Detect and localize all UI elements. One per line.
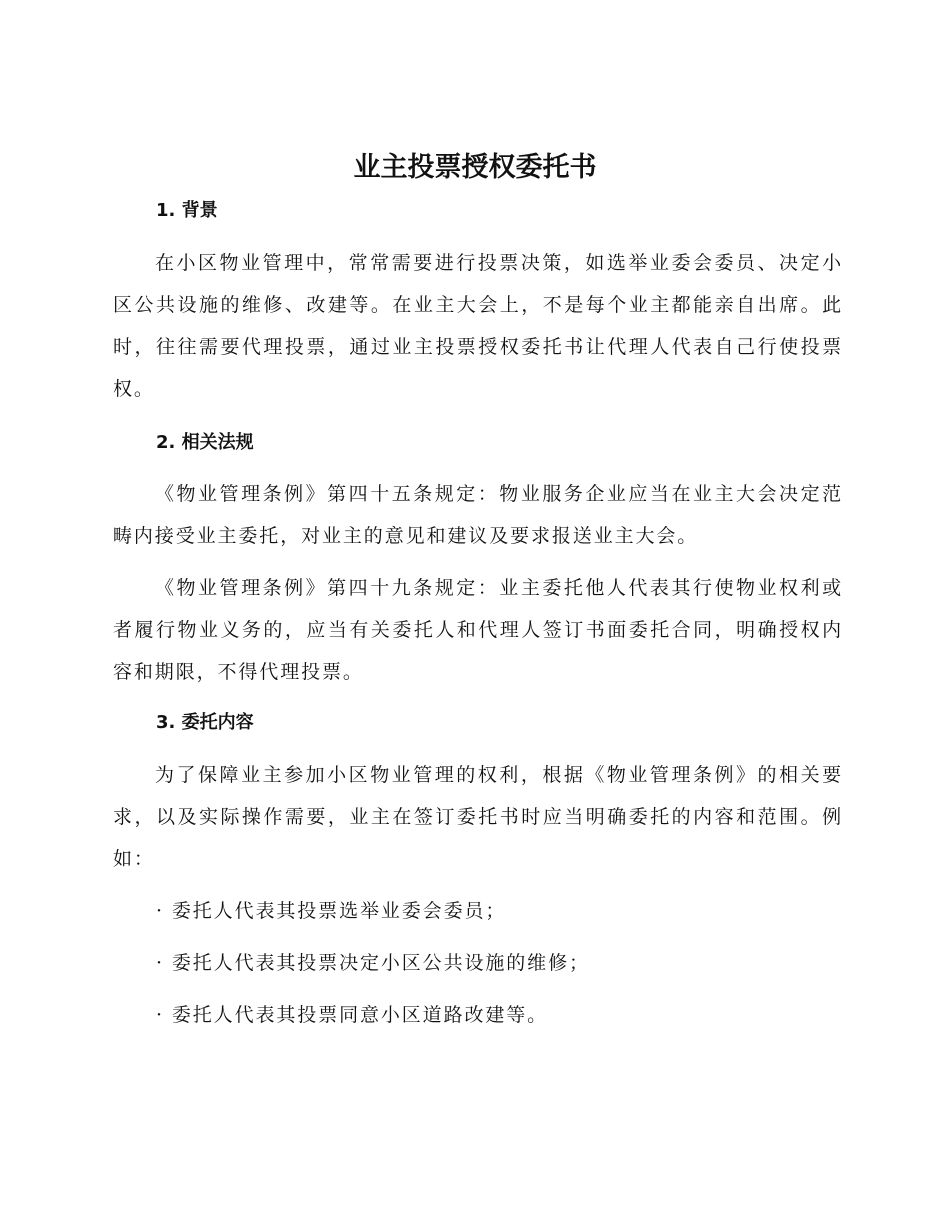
paragraph-regulation-49: 《物业管理条例》第四十九条规定：业主委托他人代表其行使物业权利或者履行物业义务的，应当有关委托人和代理人签订书面委托合同，明确授权内容和期限，不得代理投票。 (113, 577, 843, 683)
document-title: 业主投票授权委托书 (353, 152, 597, 183)
paragraph-entrustment-content: 为了保障业主参加小区物业管理的权利，根据《物业管理条例》的相关要求，以及实际操作需要，业主在签订委托书时应当明确委托的内容和范围。例如： (113, 764, 843, 870)
list-item: · 委托人代表其投票决定小区公共设施的维修； (156, 952, 590, 974)
section-heading-entrustment-content: 3. 委托内容 (156, 712, 254, 733)
section-heading-background: 1. 背景 (156, 200, 218, 221)
list-item: · 委托人代表其投票选举业委会委员； (156, 900, 507, 922)
paragraph-background: 在小区物业管理中，常常需要进行投票决策，如选举业委会委员、决定小区公共设施的维修、改建等。在业主大会上，不是每个业主都能亲自出席。此时，往往需要代理投票，通过业主投票授权委托书让代理人代表自己行使投票权。 (113, 252, 843, 400)
paragraph-regulation-45: 《物业管理条例》第四十五条规定：物业服务企业应当在业主大会决定范畴内接受业主委托，对业主的意见和建议及要求报送业主大会。 (113, 483, 843, 547)
section-heading-regulations: 2. 相关法规 (156, 432, 254, 453)
list-item: · 委托人代表其投票同意小区道路改建等。 (156, 1004, 549, 1026)
